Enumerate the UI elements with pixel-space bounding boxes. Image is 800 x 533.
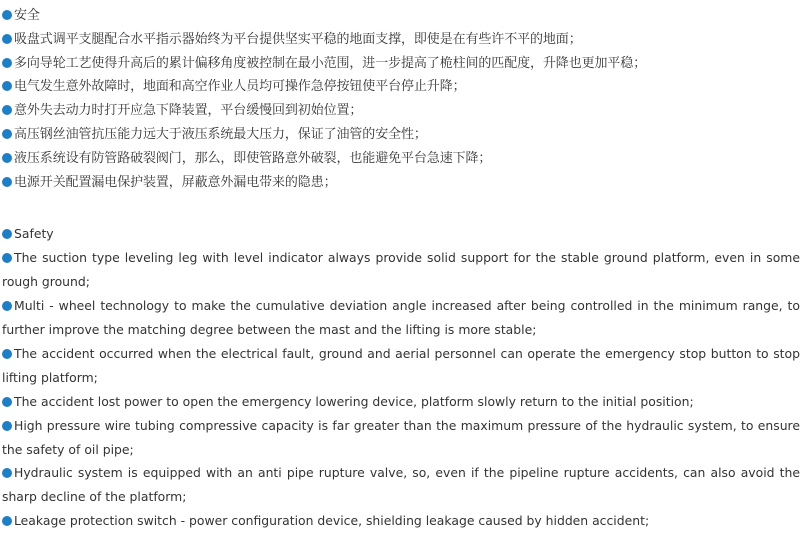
cn-list-item [2,147,800,171]
en-list-item [2,246,800,294]
bullet-icon [2,397,12,407]
cn-item-text: 电气发生意外故障时，地面和高空作业人员均可操作急停按钮使平台停止升降； [14,79,466,95]
bullet-icon [2,153,12,163]
cn-item-text: 液压系统设有防管路破裂阀门，那么，即使管路意外破裂，也能避免平台急速下降； [14,150,492,166]
en-item-text: The suction type leveling leg with level indicator always provide solid support for the stable ground platform, even in some rough ground; [2,250,800,290]
en-item-text: The accident occurred when the electrical fault, ground and aerial personnel can operate the emergency stop button to stop lifting platform; [2,345,800,385]
bullet-icon [2,81,12,91]
chinese-safety-section [2,4,800,194]
english-safety-section [2,222,800,533]
cn-heading [2,4,800,28]
bullet-icon [2,34,12,44]
en-list-item [2,414,800,462]
en-item-text: Multi - wheel technology to make the cumulative deviation angle increased after being controlled in the minimum range, to further improve the matching degree between the mast and the lifting is more stable; [2,298,800,337]
en-item-text: The accident lost power to open the emergency lowering device, platform slowly return to the initial position; [14,393,694,409]
bullet-icon [2,421,12,431]
bullet-icon [2,10,12,20]
cn-item-text: 多向导轮工艺使得升高后的累计偏移角度被控制在最小范围，进一步提高了桅柱间的匹配度，升降也更加平稳； [14,55,647,71]
en-item-text: High pressure wire tubing compressive capacity is far greater than the maximum pressure of the hydraulic system, to ensure the safety of oil pipe; [2,417,800,457]
en-item-text: Hydraulic system is equipped with an anti pipe rupture valve, so, even if the pipeline rupture accidents, can also avoid the sharp decline of the platform; [2,465,800,505]
en-heading-text: Safety [14,226,54,242]
cn-list-item [2,75,800,99]
bullet-icon [2,516,12,526]
en-list-item [2,342,800,390]
cn-list-item [2,123,800,147]
cn-list-item [2,28,800,52]
en-list-item [2,461,800,509]
bullet-icon [2,468,12,478]
bullet-icon [2,58,12,68]
bullet-icon [2,349,12,359]
cn-list-item [2,171,800,195]
en-item-text: Leakage protection switch - power configuration device, shielding leakage caused by hidden accident; [14,513,650,529]
bullet-icon [2,253,12,263]
cn-heading-text: 安全 [14,8,40,23]
bullet-icon [2,105,12,115]
cn-item-text: 电源开关配置漏电保护装置，屏蔽意外漏电带来的隐患； [14,174,337,190]
cn-list-item [2,99,800,123]
bullet-icon [2,129,12,139]
en-list-item [2,509,800,533]
bullet-icon [2,177,12,187]
bullet-icon [2,229,12,239]
bullet-icon [2,301,12,311]
en-list-item [2,294,800,342]
cn-item-text: 高压钢丝油管抗压能力远大于液压系统最大压力，保证了油管的安全性； [14,126,427,142]
en-list-item [2,390,800,414]
cn-item-text: 意外失去动力时打开应急下降装置，平台缓慢回到初始位置； [14,103,363,119]
en-heading [2,222,800,246]
cn-item-text: 吸盘式调平支腿配合水平指示器始终为平台提供坚实平稳的地面支撑，即使是在有些许不平的地面； [14,31,582,47]
cn-list-item [2,52,800,76]
